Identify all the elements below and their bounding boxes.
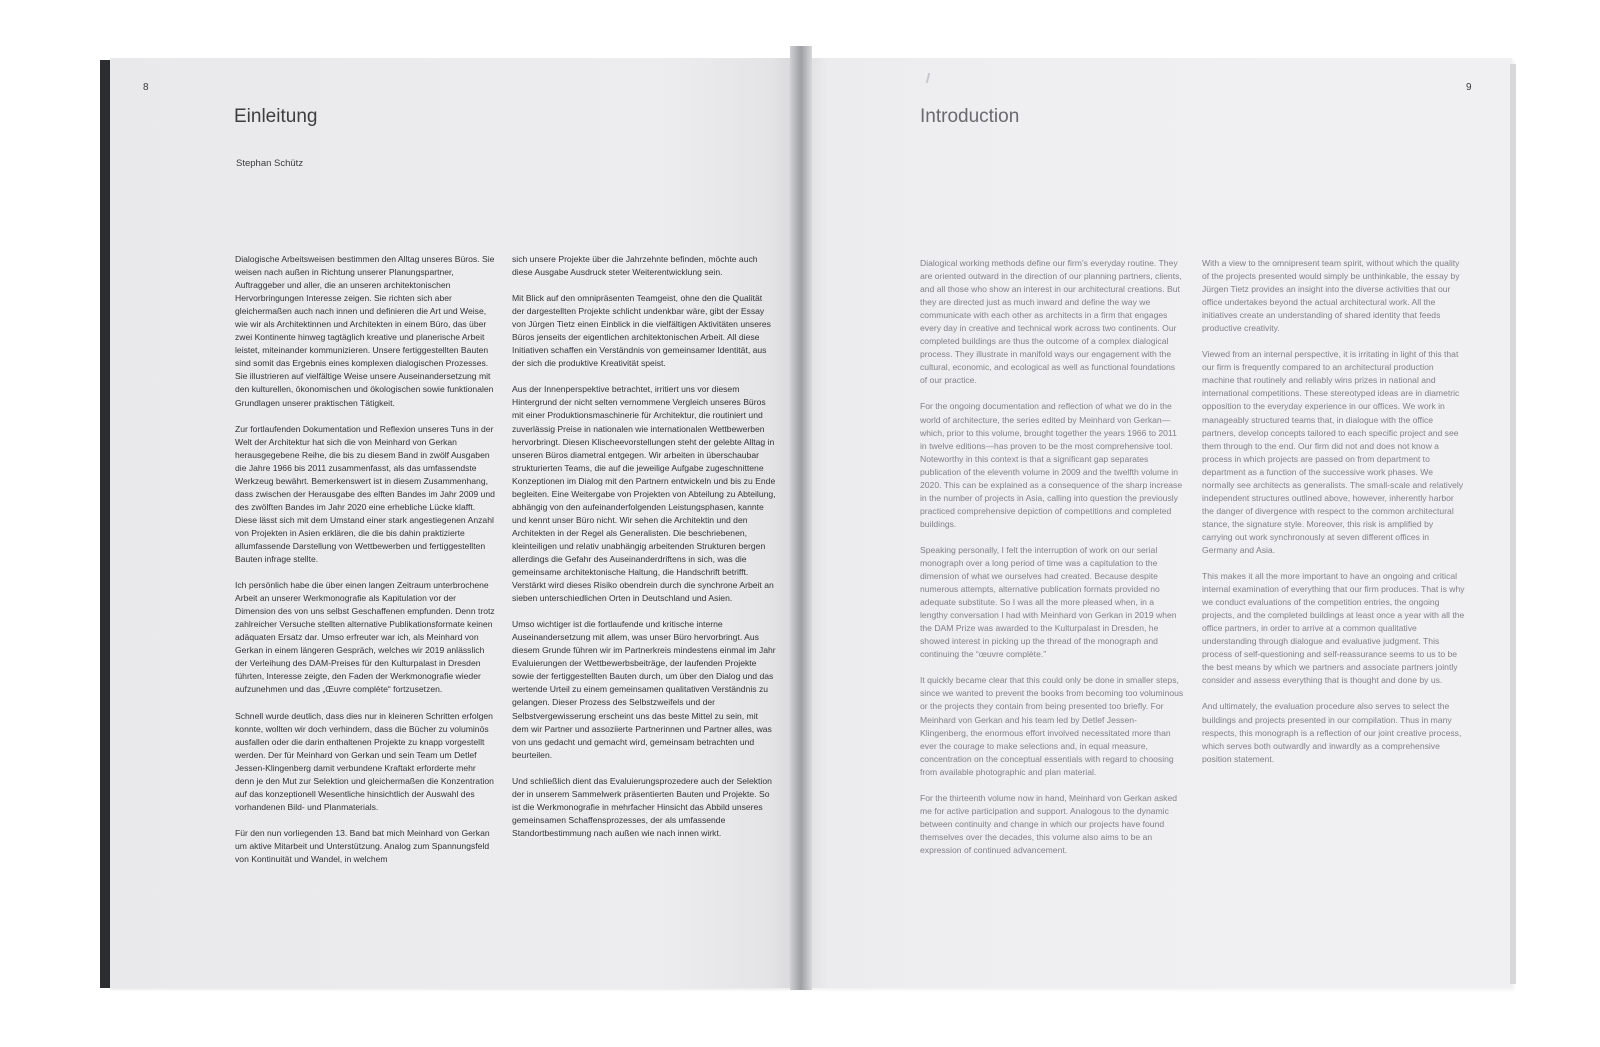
paragraph: For the ongoing documentation and reflection of what we do in the world of architecture, the series edited by Meinhard von Gerkan—which, prior to this volume, brought together the years 1966 to 2011 in twelve editions—has proven to be the most comprehensive tool. Noteworthy in this context is that a significant gap separates publication of the eleventh volume in 2009 and the twelfth volume in 2020. This can be explained as a consequence of the sharp increase in the number of projects in Asia, calling into question the previously practiced comprehensive depiction of competitions and completed buildings. — [920, 401, 1183, 529]
right-page-title: Introduction — [920, 106, 1020, 127]
left-page-number: 8 — [143, 82, 149, 93]
paragraph: And ultimately, the evaluation procedure also serves to select the buildings and projects presented in our compilation. Thus in many respects, this monograph is a reflection of our joint creative process, which serves both outwardly and inwardly as a comprehensive position statement. — [1202, 701, 1462, 764]
paragraph: Für den nun vorliegenden 13. Band bat mich Meinhard von Gerkan um aktive Mitarbeit und Unterstützung. Analog zum Spannungsfeld von Kontinuität und Wandel, in welchem — [235, 827, 490, 864]
right-column-2 — [1202, 257, 1466, 779]
paragraph: It quickly became clear that this could only be done in smaller steps, since we wanted to prevent the books from becoming too voluminous or the projects they contain from being presented too briefly. For Meinhard von Gerkan and his team led by Detlef Jessen-Klingenberg, the enormous effort involved necessitated more than ever the courage to make selections and, in equal measure, concentration on the conceptual essentials with regard to choosing from available photographic and plan material. — [920, 675, 1184, 777]
paragraph: Schnell wurde deutlich, dass dies nur in kleineren Schritten erfolgen konnte, wollten wir doch verhindern, dass die Bücher zu voluminös ausfallen oder die darin enthaltenen Projekte zu knapp vorgestellt werden. Der für Meinhard von Gerkan und sein Team um Detlef Jessen-Klingenberg damit verbundene Kraftakt erforderte mehr denn je den Mut zur Selektion und gleichermaßen die Konzentration auf das konzeptionell Wesentliche hinsichtlich der Auswahl des vorhandenen Bild- und Planmaterials. — [235, 710, 494, 812]
left-column-2 — [512, 253, 776, 853]
paragraph: For the thirteenth volume now in hand, Meinhard von Gerkan asked me for active participation and support. Analogous to the dynamic between continuity and change in which our projects have found themselves over the decades, this volume also aims to be an expression of continued advancement. — [920, 792, 1178, 855]
paragraph: With a view to the omnipresent team spirit, without which the quality of the projects presented would simply be unthinkable, the essay by Jürgen Tietz provides an insight into the diverse activities that our office undertakes beyond the actual architectural work. All the initiatives create an understanding of shared identity that feeds productive creativity. — [1202, 258, 1460, 334]
paragraph: This makes it all the more important to have an ongoing and critical internal examination of everything that our firm produces. That is why we conduct evaluations of the competition entries, the ongoing projects, and the completed buildings at least once a year with all the office partners, in order to arrive at a common qualitative understanding through dialogue and evaluative judgment. This process of self-questioning and self-reassurance seems to us to be the best means by which we partners and associate partners jointly consider and assess everything that is thought and done by us. — [1202, 571, 1465, 686]
paragraph: sich unsere Projekte über die Jahrzehnte befinden, möchte auch diese Ausgabe Ausdruck steter Weiterentwicklung sein. — [512, 254, 758, 278]
author-name: Stephan Schütz — [236, 158, 304, 169]
page-edges — [1510, 64, 1516, 984]
right-page-number: 9 — [1466, 82, 1472, 93]
right-column-1 — [920, 257, 1184, 870]
paragraph: Ich persönlich habe die über einen langen Zeitraum unterbrochene Arbeit an unserer Werkmonografie als Kapitulation vor der Dimension des von uns selbst Geschaffenen empfunden. Denn trotz zahlreicher Versuche stellten alternative Publikationsformate keinen adäquaten Ersatz dar. Umso erfreuter war ich, als Meinhard von Gerkan in einem längeren Gespräch, welches wir 2019 anlässlich der Verleihung des DAM-Preises für den Kulturpalast in Dresden führten, Interesse zeigte, den Faden der Werkmonografie wieder aufzunehmen und das „Œuvre complète“ fortzusetzen. — [235, 580, 495, 695]
book-spine — [790, 46, 812, 990]
paragraph: Dialogische Arbeitsweisen bestimmen den Alltag unseres Büros. Sie weisen nach außen in Richtung unserer Planungspartner, Auftraggeber und aller, die an unseren architektonischen Hervorbringungen Interesse zeigen. Sie richten sich aber gleichermaßen auch nach innen und definieren die Art und Weise, wie wir als Architektinnen und Architekten in einem Büro, das über zwei Kontinente hinweg tagtäglich kreative und planerische Arbeit leistet, miteinander kommunizieren. Unsere fertiggestellten Bauten sind somit das Ergebnis eines komplexen dialogischen Prozesses. Sie illustrieren auf vielfältige Weise unsere Auseinandersetzung mit den kulturellen, ökonomischen und ökologischen sowie funktionalen Grundlagen unserer praktischen Tätigkeit. — [235, 254, 495, 408]
paragraph: Aus der Innenperspektive betrachtet, irritiert uns vor diesem Hintergrund der nicht selten vernommene Vergleich unseres Büros mit einer Produktionsmaschinerie für Architektur, die routiniert und zuverlässig Preise in nationalen wie internationalen Wettbewerben hervorbringt. Diesen Klischeevorstellungen steht der gelebte Alltag in unseren Büros diametral entgegen. Wir arbeiten in überschaubar strukturierten Teams, die auf die jeweilige Aufgabe zugeschnittene Konzeptionen im Dialog mit den Partnern entwickeln und bis zu Ende begleiten. Eine Weitergabe von Projekten von Abteilung zu Abteilung, abhängig von den aufeinanderfolgenden Leistungsphasen, kannte und kennt unser Büro nicht. Wir sehen die Architektin und den Architekten in der Regel als Generalisten. Die beschriebenen, kleinteiligen und relativ unabhängig arbeitenden Strukturen bergen allerdings die Gefahr des Auseinanderdriftens in sich, was die gemeinsame architektonische Haltung, die Handschrift betrifft. Verstärkt wird dieses Risiko obendrein durch die synchrone Arbeit an sieben unterschiedlichen Orten in Deutschland und Asien. — [512, 384, 776, 604]
paragraph: Umso wichtiger ist die fortlaufende und kritische interne Auseinandersetzung mit allem, was unser Büro hervorbringt. Aus diesem Grunde führen wir im Partnerkreis mindestens einmal im Jahr Evaluierungen der Wettbewerbsbeiträge, der laufenden Projekte sowie der fertiggestellten Bauten durch, um über den Dialog und das wertende Urteil zu einem gemeinsamen qualitativen Verständnis zu gelangen. Dieser Prozess des Selbstzweifels und der Selbstvergewisserung erscheint uns das beste Mittel zu sein, mit dem wir Partner und assoziierte Partnerinnen und Partner alles, was von uns gedacht und gemacht wird, gemeinsam betrachten und beurteilen. — [512, 619, 776, 760]
left-page-title: Einleitung — [234, 106, 318, 127]
left-column-1 — [235, 253, 495, 879]
paragraph: Mit Blick auf den omnipräsenten Teamgeist, ohne den die Qualität der dargestellten Projekte schlicht undenkbar wäre, gibt der Essay von Jürgen Tietz einen Einblick in die vielfältigen Aktivitäten unseres Büros jenseits der eigentlichen architektonischen Arbeit. All diese Initiativen schaffen ein Verständnis von gemeinsamer Identität, aus der sich die produktive Kreativität speist. — [512, 293, 771, 369]
paragraph: Und schließlich dient das Evaluierungsprozedere auch der Selektion der in unserem Sammelwerk präsentierten Bauten und Projekte. So ist die Werkmonografie in mehrfacher Hinsicht das Abbild unseres gemeinsamen Schaffensprozesses, der als umfassende Standortbestimmung nach außen wie nach innen wirkt. — [512, 775, 772, 838]
paragraph: Viewed from an internal perspective, it is irritating in light of this that our firm is frequently compared to an architectural production machine that routinely and reliably wins prizes in national and international competitions. These stereotyped ideas are in diametric opposition to the everyday experience in our offices. We work in manageably structured teams that, in dialogue with the office partners, develop concepts tailored to each specific project and see them through to the end. Our firm did not and does not know a process in which projects are passed on from department to department as a function of the successive work phases. We normally see architects as generalists. The small-scale and relatively independent structures outlined above, however, inherently harbor the danger of divergence with respect to the common architectural stance, the signature style. Moreover, this risk is amplified by carrying out work synchronously at seven different offices in Germany and Asia. — [1202, 349, 1464, 555]
paragraph: Speaking personally, I felt the interruption of work on our serial monograph over a long period of time was a capitulation to the dimension of what we ourselves had created. Because despite numerous attempts, alternative publication formats provided no adequate substitute. So I was all the more pleased when, in a lengthy conversation I had with Meinhard von Gerkan in 2019 when the DAM Prize was awarded to the Kulturpalast in Dresden, he showed interest in picking up the thread of the monograph and continuing the “œuvre complète.” — [920, 544, 1177, 660]
paragraph: Dialogical working methods define our firm’s everyday routine. They are oriented outward in the direction of our planning partners, clients, and all those who show an interest in our architectural creations. But they are directed just as much inward and define the way we communicate with each other as architects in a firm that engages every day in creative and technical work across two continents. Our completed buildings are thus the outcome of a complex dialogical process. They illustrate in manifold ways our engagement with the cultural, economic, and ecological as well as functional foundations of our practice. — [920, 258, 1182, 386]
paragraph: Zur fortlaufenden Dokumentation und Reflexion unseres Tuns in der Welt der Architektur hat sich die von Meinhard von Gerkan herausgegebene Reihe, die bis zu diesem Band in zwölf Ausgaben die Jahre 1966 bis 2011 zusammenfasst, als das umfassendste Werkzeug bewährt. Bemerkenswert ist in diesem Zusammenhang, dass zwischen der Herausgabe des elften Bandes im Jahr 2009 und des zwölften Bandes im Jahr 2020 eine erhebliche Lücke klafft. Diese lässt sich mit dem Umstand einer stark angestiegenen Anzahl von Projekten in Asien erklären, die die bis dahin praktizierte allumfassende Darstellung von Wettbewerben und fertiggestellten Bauten infrage stellte. — [235, 423, 495, 565]
